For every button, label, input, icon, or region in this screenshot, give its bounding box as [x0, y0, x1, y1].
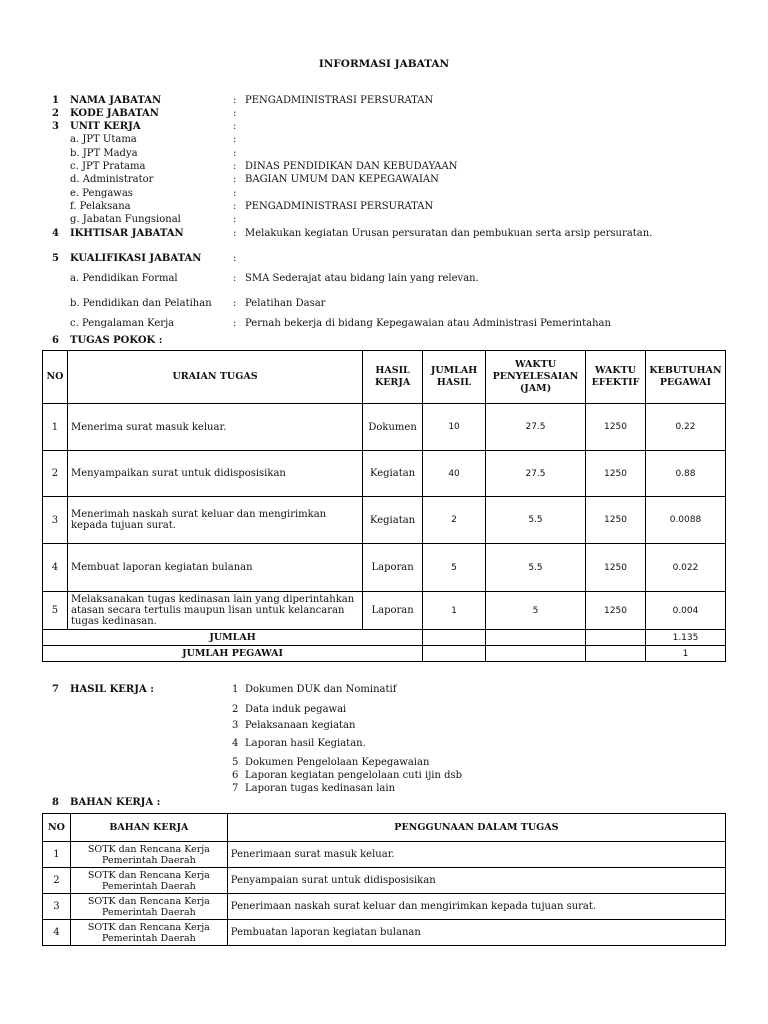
table-row — [43, 592, 726, 630]
list-item: Pelaksanaan kegiatan — [245, 720, 356, 731]
jumlah-empty — [486, 630, 586, 646]
field-value: Pelatihan Dasar — [245, 298, 326, 309]
header-hasil: HASIL KERJA — [363, 351, 423, 404]
table-row — [43, 451, 726, 497]
pegawai-empty — [423, 646, 486, 662]
header-kebutuhan: KEBUTUHAN PEGAWAI — [645, 351, 725, 404]
field-label: c. JPT Pratama — [70, 161, 146, 172]
field-colon: : — [233, 253, 237, 264]
jumlah-empty — [423, 630, 486, 646]
field-label: NAMA JABATAN — [70, 95, 162, 106]
jumlah-pegawai-label: JUMLAH PEGAWAI — [43, 646, 423, 662]
uraian-tugas: Menerima surat masuk keluar. — [67, 404, 362, 451]
header-penggunaan: PENGGUNAAN DALAM TUGAS — [227, 814, 725, 842]
field-value: SMA Sederajat atau bidang lain yang relevan. — [245, 273, 479, 284]
section-8-label: BAHAN KERJA : — [70, 797, 161, 808]
jumlah-pegawai-value: 1 — [645, 646, 725, 662]
penggunaan-tugas: Penyampaian surat untuk didisposisikan — [227, 868, 725, 894]
field-number: 5 — [52, 253, 59, 264]
jumlah-value: 1.135 — [645, 630, 725, 646]
row-number: 2 — [43, 451, 68, 497]
hasil-kerja: Laporan — [363, 544, 423, 592]
bahan-kerja-table — [42, 813, 726, 946]
waktu-penyelesaian: 27.5 — [486, 451, 586, 497]
list-item: Laporan hasil Kegiatan. — [245, 738, 366, 749]
uraian-tugas: Melaksanakan tugas kedinasan lain yang diperintahkan atasan secara tertulis maupun lisan untuk kelancaran tugas kedinasan. — [67, 592, 362, 630]
row-number: 3 — [43, 894, 71, 920]
table-row — [43, 920, 726, 946]
list-item-number: 7 — [232, 783, 239, 794]
header-no: NO — [43, 814, 71, 842]
row-number: 2 — [43, 868, 71, 894]
field-label: c. Pengalaman Kerja — [70, 318, 175, 329]
field-label: IKHTISAR JABATAN — [70, 228, 184, 239]
field-label: e. Pengawas — [70, 188, 133, 199]
field-label: f. Pelaksana — [70, 201, 131, 212]
jumlah-label: JUMLAH — [43, 630, 423, 646]
table-row — [43, 544, 726, 592]
field-colon: : — [233, 298, 237, 309]
pegawai-empty — [585, 646, 645, 662]
field-value: BAGIAN UMUM DAN KEPEGAWAIAN — [245, 174, 439, 185]
section-6-number: 6 — [52, 335, 59, 346]
waktu-efektif: 1250 — [585, 451, 645, 497]
bahan-kerja: SOTK dan Rencana Kerja Pemerintah Daerah — [70, 894, 227, 920]
field-label: KUALIFIKASI JABATAN — [70, 253, 202, 264]
waktu-penyelesaian: 5.5 — [486, 544, 586, 592]
field-number: 1 — [52, 95, 59, 106]
bahan-kerja: SOTK dan Rencana Kerja Pemerintah Daerah — [70, 842, 227, 868]
field-colon: : — [233, 148, 237, 159]
table-row — [43, 868, 726, 894]
penggunaan-tugas: Pembuatan laporan kegiatan bulanan — [227, 920, 725, 946]
section-6-label: TUGAS POKOK : — [70, 335, 163, 346]
waktu-penyelesaian: 5.5 — [486, 497, 586, 544]
row-number: 5 — [43, 592, 68, 630]
tugas-pokok-table — [42, 350, 726, 662]
list-item: Dokumen DUK dan Nominatif — [245, 684, 397, 695]
list-item-number: 6 — [232, 770, 239, 781]
field-colon: : — [233, 161, 237, 172]
header-bahan: BAHAN KERJA — [70, 814, 227, 842]
header-no: NO — [43, 351, 68, 404]
kebutuhan-pegawai: 0.0088 — [645, 497, 725, 544]
field-value: Pernah bekerja di bidang Kepegawaian atau Administrasi Pemerintahan — [245, 318, 611, 329]
list-item-number: 3 — [232, 720, 239, 731]
field-label: a. Pendidikan Formal — [70, 273, 178, 284]
kebutuhan-pegawai: 0.022 — [645, 544, 725, 592]
uraian-tugas: Menyampaikan surat untuk didisposisikan — [67, 451, 362, 497]
field-number: 2 — [52, 108, 59, 119]
row-number: 3 — [43, 497, 68, 544]
waktu-penyelesaian: 5 — [486, 592, 586, 630]
kebutuhan-pegawai: 0.004 — [645, 592, 725, 630]
field-value: Melakukan kegiatan Urusan persuratan dan pembukuan serta arsip persuratan. — [245, 228, 653, 239]
section-7-number: 7 — [52, 684, 59, 695]
table-row — [43, 497, 726, 544]
jumlah-hasil: 40 — [423, 451, 486, 497]
uraian-tugas: Menerimah naskah surat keluar dan mengirimkan kepada tujuan surat. — [67, 497, 362, 544]
waktu-efektif: 1250 — [585, 544, 645, 592]
list-item: Laporan tugas kedinasan lain — [245, 783, 396, 794]
table-row — [43, 404, 726, 451]
jumlah-hasil: 2 — [423, 497, 486, 544]
jumlah-hasil: 10 — [423, 404, 486, 451]
field-colon: : — [233, 134, 237, 145]
jumlah-empty — [585, 630, 645, 646]
hasil-kerja: Kegiatan — [363, 497, 423, 544]
field-colon: : — [233, 121, 237, 132]
hasil-kerja: Laporan — [363, 592, 423, 630]
jumlah-hasil: 5 — [423, 544, 486, 592]
table-row — [43, 894, 726, 920]
penggunaan-tugas: Penerimaan surat masuk keluar. — [227, 842, 725, 868]
field-colon: : — [233, 318, 237, 329]
bahan-kerja: SOTK dan Rencana Kerja Pemerintah Daerah — [70, 868, 227, 894]
field-label: KODE JABATAN — [70, 108, 159, 119]
list-item: Data induk pegawai — [245, 704, 347, 715]
section-8-number: 8 — [52, 797, 59, 808]
header-waktu: WAKTU PENYELESAIAN (JAM) — [486, 351, 586, 404]
field-label: UNIT KERJA — [70, 121, 141, 132]
list-item: Laporan kegiatan pengelolaan cuti ijin dsb — [245, 770, 463, 781]
row-number: 4 — [43, 544, 68, 592]
field-label: b. Pendidikan dan Pelatihan — [70, 298, 212, 309]
hasil-kerja: Kegiatan — [363, 451, 423, 497]
field-label: d. Administrator — [70, 174, 154, 185]
list-item-number: 5 — [232, 757, 239, 768]
waktu-penyelesaian: 27.5 — [486, 404, 586, 451]
pegawai-empty — [486, 646, 586, 662]
header-efektif: WAKTU EFEKTIF — [585, 351, 645, 404]
table-row — [43, 842, 726, 868]
field-colon: : — [233, 228, 237, 239]
field-label: g. Jabatan Fungsional — [70, 214, 181, 225]
row-number: 4 — [43, 920, 71, 946]
field-colon: : — [233, 108, 237, 119]
list-item-number: 2 — [232, 704, 239, 715]
field-colon: : — [233, 188, 237, 199]
field-colon: : — [233, 273, 237, 284]
field-colon: : — [233, 214, 237, 225]
row-number: 1 — [43, 404, 68, 451]
field-value: DINAS PENDIDIKAN DAN KEBUDAYAAN — [245, 161, 458, 172]
header-jumlah: JUMLAH HASIL — [423, 351, 486, 404]
jumlah-hasil: 1 — [423, 592, 486, 630]
field-colon: : — [233, 95, 237, 106]
section-7-label: HASIL KERJA : — [70, 684, 154, 695]
field-colon: : — [233, 174, 237, 185]
penggunaan-tugas: Penerimaan naskah surat keluar dan mengirimkan kepada tujuan surat. — [227, 894, 725, 920]
kebutuhan-pegawai: 0.88 — [645, 451, 725, 497]
list-item-number: 4 — [232, 738, 239, 749]
field-label: b. JPT Madya — [70, 148, 138, 159]
field-label: a. JPT Utama — [70, 134, 137, 145]
field-colon: : — [233, 201, 237, 212]
uraian-tugas: Membuat laporan kegiatan bulanan — [67, 544, 362, 592]
list-item: Dokumen Pengelolaan Kepegawaian — [245, 757, 430, 768]
field-value: PENGADMINISTRASI PERSURATAN — [245, 201, 434, 212]
field-number: 4 — [52, 228, 59, 239]
field-number: 3 — [52, 121, 59, 132]
list-item-number: 1 — [232, 684, 239, 695]
field-value: PENGADMINISTRASI PERSURATAN — [245, 95, 434, 106]
waktu-efektif: 1250 — [585, 592, 645, 630]
row-number: 1 — [43, 842, 71, 868]
kebutuhan-pegawai: 0.22 — [645, 404, 725, 451]
header-uraian: URAIAN TUGAS — [67, 351, 362, 404]
page-title: INFORMASI JABATAN — [318, 58, 450, 70]
hasil-kerja: Dokumen — [363, 404, 423, 451]
bahan-kerja: SOTK dan Rencana Kerja Pemerintah Daerah — [70, 920, 227, 946]
waktu-efektif: 1250 — [585, 404, 645, 451]
waktu-efektif: 1250 — [585, 497, 645, 544]
